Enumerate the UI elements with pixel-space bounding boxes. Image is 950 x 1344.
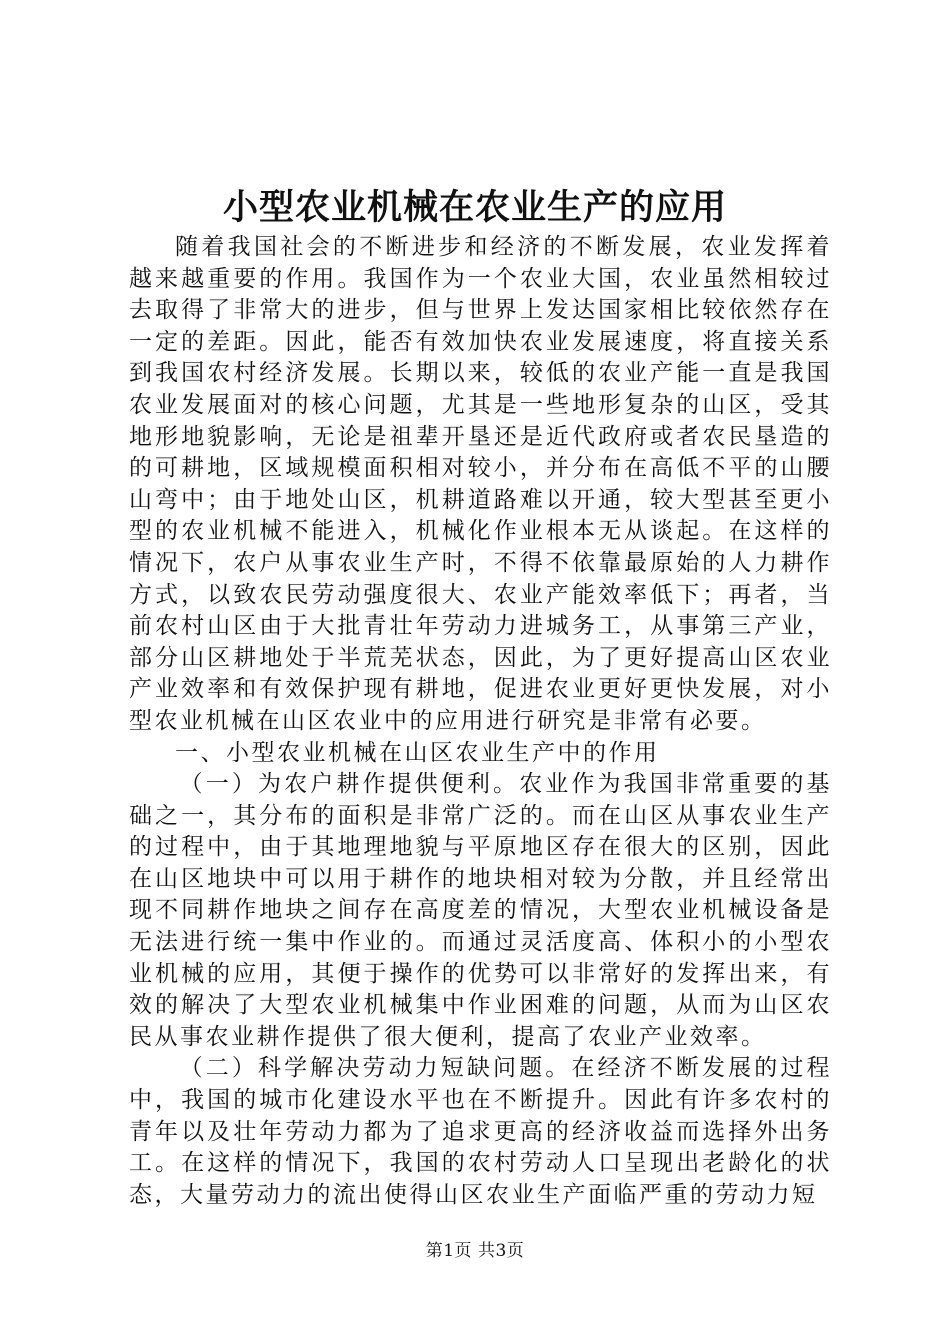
section-heading: 一、小型农业机械在山区农业生产中的作用: [175, 739, 660, 766]
document-title: 小型农业机械在农业生产的应用: [222, 187, 727, 228]
page-number-footer: 第1页 共3页: [425, 1241, 525, 1261]
intro-paragraph: 随着我国社会的不断进步和经济的不断发展，农业发挥着越来越重要的作用。我国作为一个农业大国，农业虽然相较过去取得了非常大的进步，但与世界上发达国家相比较依然存在一定的差距。因此，能否有效加快农业发展速度，将直接关系到我国农村经济发展。长期以来，较低的农业产能一直是我国农业发展面对的核心问题，尤其是一些地形复杂的山区，受其地形地貌影响，无论是祖辈开垦还是近代政府或者农民垦造的的可耕地，区域规模面积相对较小，并分布在高低不平的山腰山弯中；由于地处山区，机耕道路难以开通，较大型甚至更小型的农业机械不能进入，机械化作业根本无从谈起。在这样的情况下，农户从事农业生产时，不得不依靠最原始的人力耕作方式，以致农民劳动强度很大、农业产能效率低下；再者，当前农村山区由于大批青壮年劳动力进城务工，从事第三产业，部分山区耕地处于半荒芜状态，因此，为了更好提高山区农业产业效率和有效保护现有耕地，促进农业更好更快发展，对小型农业机械在山区农业中的应用进行研究是非常有必要。: [129, 234, 832, 734]
subsection-paragraph-2: （二）科学解决劳动力短缺问题。在经济不断发展的过程中，我国的城市化建设水平也在不断提升。因此有许多农村的青年以及壮年劳动力都为了追求更高的经济收益而选择外出务工。在这样的情况下，我国的农村劳动人口呈现出老龄化的状态，大量劳动力的流出使得山区农业生产面临严重的劳动力短: [129, 1055, 832, 1208]
subsection-paragraph-1: （一）为农户耕作提供便利。农业作为我国非常重要的基础之一，其分布的面积是非常广泛的。而在山区从事农业生产的过程中，由于其地理地貌与平原地区存在很大的区别，因此在山区地块中可以用于耕作的地块相对较为分散，并且经常出现不同耕作地块之间存在高度差的情况，大型农业机械设备是无法进行统一集中作业的。而通过灵活度高、体积小的小型农业机械的应用，其便于操作的优势可以非常好的发挥出来，有效的解决了大型农业机械集中作业困难的问题，从而为山区农民从事农业耕作提供了很大便利，提高了农业产业效率。: [129, 771, 832, 1050]
document-body: [129, 232, 832, 1211]
